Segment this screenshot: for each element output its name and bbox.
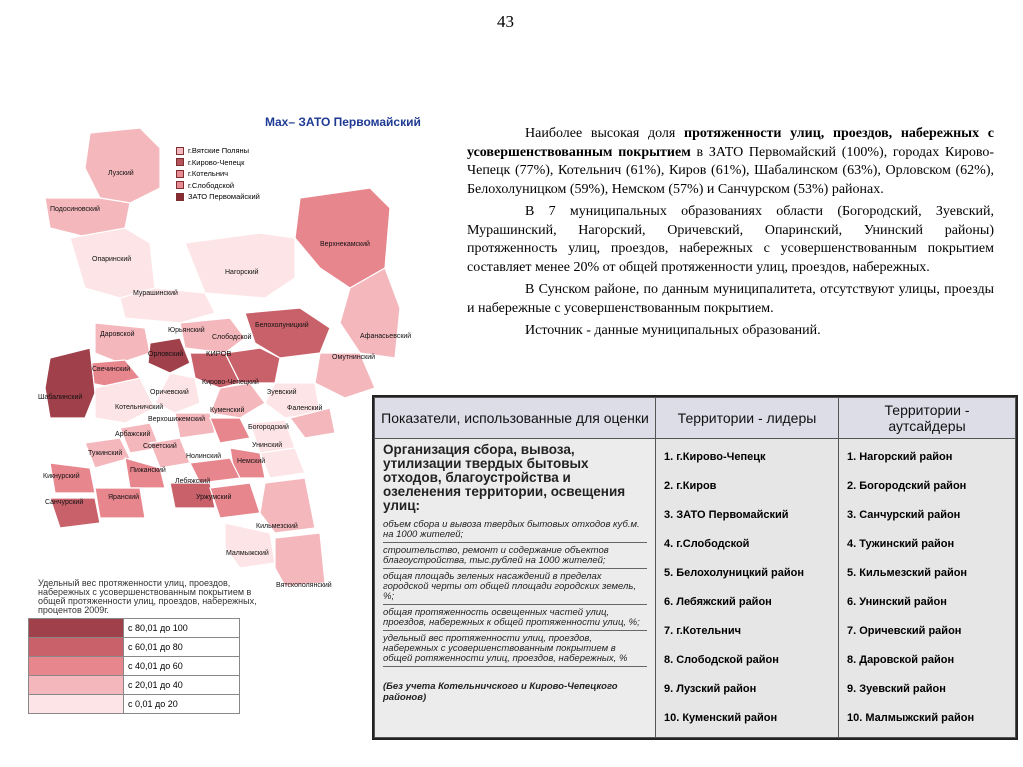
- district-label: Вятскополянский: [276, 582, 332, 589]
- swatch: [176, 193, 184, 201]
- city-legend-label: г.Вятские Поляны: [188, 146, 250, 156]
- district-label: Кильмезский: [256, 523, 298, 530]
- leader-item: 4. г.Слободской: [664, 538, 750, 550]
- outsider-item: 4. Тужинский район: [847, 538, 955, 550]
- legend-swatch: [29, 676, 124, 694]
- legend-swatch: [29, 619, 124, 637]
- district-label: Орловский: [148, 351, 184, 358]
- outsider-item: 7. Оричевский район: [847, 625, 962, 637]
- column-header: Показатели, использованные для оценки: [375, 398, 656, 439]
- district-label: Фаленский: [287, 405, 323, 412]
- district-label: Опаринский: [92, 256, 132, 263]
- district-label: Пижанский: [130, 467, 166, 474]
- district-label: Советский: [143, 443, 177, 450]
- city-legend-label: ЗАТО Первомайский: [188, 192, 260, 202]
- outsider-item: 5. Кильмезский район: [847, 567, 968, 579]
- legend-label: с 20,01 до 40: [128, 680, 183, 690]
- district-label: Немский: [237, 458, 266, 465]
- district-label: Слободской: [212, 334, 252, 341]
- district-label: КИРОВ: [206, 349, 232, 358]
- district-kumensky: [210, 418, 250, 443]
- district-label: Санчурский: [45, 499, 84, 506]
- legend-swatch: [29, 638, 124, 656]
- district-label: Нагорский: [225, 269, 259, 276]
- district-label: Оричевский: [150, 389, 189, 396]
- district-label: Кирово-Чепецкий: [202, 379, 259, 386]
- district-label: Подосиновский: [50, 206, 100, 213]
- district-label: Афанасьевский: [360, 333, 412, 340]
- district-label: Унинский: [252, 442, 283, 449]
- district-shabalinsky: [45, 348, 95, 418]
- paragraph: [467, 125, 994, 199]
- outsiders-cell: [839, 439, 1016, 738]
- criteria-cell: [375, 439, 656, 738]
- district-label: Кикнурский: [43, 473, 80, 480]
- district-uninsky: [260, 448, 305, 478]
- column-header: Территории - аутсайдеры: [839, 398, 1016, 439]
- map-legend: [28, 618, 240, 714]
- district-label: Малмыжский: [226, 550, 269, 557]
- city-legend: [176, 145, 260, 203]
- district-label: Зуевский: [267, 389, 297, 396]
- district-label: Арбажский: [115, 431, 151, 438]
- legend-row: [29, 657, 239, 676]
- leader-item: 10. Куменский район: [664, 712, 778, 724]
- paragraph: В 7 муниципальных образованиях области (Богородский, Зуевский, Мурашинский, Нагорский, Оричевский, Опаринский, Унинский районы) протяженность улиц, проездов, набережных с усовершенствованным покрытием составляет менее 20% от общей протяженности улиц, проездов, набережных.: [467, 204, 994, 275]
- column-header: Территории - лидеры: [656, 398, 839, 439]
- page-number: 43: [497, 12, 514, 31]
- district-darovskoy: [95, 323, 150, 363]
- district-oparinsky: [70, 228, 155, 298]
- district-label: Лузский: [108, 170, 134, 177]
- outsider-item: 3. Санчурский район: [847, 509, 961, 521]
- district-label: Белохолуницкий: [255, 322, 309, 329]
- paragraph: Источник - данные муниципальных образований.: [525, 323, 821, 338]
- outsider-item: 1. Нагорский район: [847, 451, 953, 463]
- swatch: [176, 147, 184, 155]
- outsider-item: 9. Зуевский район: [847, 683, 946, 695]
- district-label: Верхошижемский: [148, 416, 205, 423]
- paragraph-text: в ЗАТО Первомайский (100%), городах Кирово-Чепецк (77%), Котельнич (61%), Киров (61%), Шабалинском (63%), Орловском (62%), Белохолуницком (59%), Немском (57%) и Санчурском (53%) районах.: [467, 144, 994, 197]
- criteria-title: Организация сбора, вывоза, утилизации твердых бытовых отходов, благоустройства и озеленения территории, освещения улиц:: [383, 442, 626, 513]
- leaders-cell: [656, 439, 839, 738]
- city-legend-label: г.Кирово-Чепецк: [188, 157, 245, 167]
- outsider-item: 10. Малмыжский район: [847, 712, 975, 724]
- criteria-item: удельный вес протяженности улиц, проездов, набережных с усовершенствованным покрытием в общей ротяженности улиц, проездов, набережных, %: [383, 631, 647, 667]
- swatch: [176, 158, 184, 166]
- district-label: Куменский: [210, 407, 245, 414]
- leader-item: 8. Слободской район: [664, 654, 779, 666]
- outsider-item: 8. Даровской район: [847, 654, 955, 666]
- district-label: Свечинский: [92, 366, 131, 373]
- district-label: Котельничский: [115, 404, 164, 411]
- paragraph-text: Наиболее высокая доля: [525, 126, 685, 141]
- district-label: Омутнинский: [332, 354, 376, 361]
- legend-label: с 80,01 до 100: [128, 623, 188, 633]
- district-yaransky: [95, 488, 145, 518]
- swatch: [176, 170, 184, 178]
- district-label: Яранский: [108, 494, 140, 501]
- district-label: Лебяжский: [175, 478, 211, 485]
- legend-label: с 60,01 до 80: [128, 642, 183, 652]
- legend-caption: Удельный вес протяженности улиц, проездов, набережных с усовершенствованным покрытием в общей протяженности улиц, проездов, набережных, процентов 2009г.: [38, 578, 257, 615]
- criteria-item: общая площадь зеленых насаждений в пределах городской черты от общей площади городских земель, %;: [383, 569, 647, 605]
- map-title: Max– ЗАТО Первомайский: [265, 115, 421, 129]
- legend-swatch: [29, 695, 124, 713]
- indicators-table: [372, 395, 1018, 740]
- leader-item: 1. г.Кирово-Чепецк: [664, 451, 766, 463]
- leader-item: 7. г.Котельнич: [664, 625, 741, 637]
- district-nagorsky: [185, 233, 295, 298]
- leader-item: 2. г.Киров: [664, 480, 717, 492]
- leader-item: 6. Лебяжский район: [664, 596, 772, 608]
- outsider-item: 2. Богородский район: [847, 480, 967, 492]
- legend-row: [29, 695, 239, 713]
- legend-label: с 40,01 до 60: [128, 661, 183, 671]
- city-legend-label: г.Слободской: [188, 180, 235, 190]
- criteria-item: строительство, ремонт и содержание объектов благоустройства, тыс.рублей на 1000 жителей;: [383, 543, 647, 569]
- legend-label: с 0,01 до 20: [128, 699, 178, 709]
- legend-swatch: [29, 657, 124, 675]
- leader-item: 5. Белохолуницкий район: [664, 567, 805, 579]
- paragraph-bold-text: протяженности улиц, проездов, набережных с усовершенствованным покрытием: [467, 126, 994, 160]
- district-label: Уржумский: [196, 494, 232, 501]
- outsider-item: 6. Унинский район: [847, 596, 947, 608]
- criteria-note: (Без учета Котельничского и Кирово-Чепецкого районов): [383, 681, 618, 703]
- leader-item: 9. Лузский район: [664, 683, 757, 695]
- district-label: Нолинский: [186, 453, 222, 460]
- paragraph: В Сунском районе, по данным муниципалитета, отсутствуют улицы, проезды и набережные с усовершенствованным покрытием.: [467, 282, 994, 316]
- legend-row: [29, 638, 239, 657]
- criteria-item: общая протяженность освещенных частей улиц, проездов, набережных к общей протяженности улиц, %;: [383, 605, 647, 631]
- district-label: Верхнекамский: [320, 241, 370, 248]
- district-label: Шабалинский: [38, 394, 83, 401]
- criteria-item: объем сбора и вывоза твердых бытовых отходов куб.м. на 1000 жителей;: [383, 517, 647, 543]
- swatch: [176, 181, 184, 189]
- district-label: Тужинский: [88, 450, 123, 457]
- district-label: Богородский: [248, 424, 289, 431]
- city-legend-label: г.Котельнич: [188, 169, 229, 179]
- legend-row: [29, 619, 239, 638]
- body-text: [467, 125, 994, 345]
- district-label: Юрьянский: [168, 327, 205, 334]
- leader-item: 3. ЗАТО Первомайский: [664, 509, 789, 521]
- district-label: Даровской: [100, 331, 135, 338]
- district-label: Мурашинский: [133, 290, 178, 297]
- district-vyatskopolyansky: [275, 533, 325, 586]
- legend-row: [29, 676, 239, 695]
- district-luzsky: [85, 128, 160, 203]
